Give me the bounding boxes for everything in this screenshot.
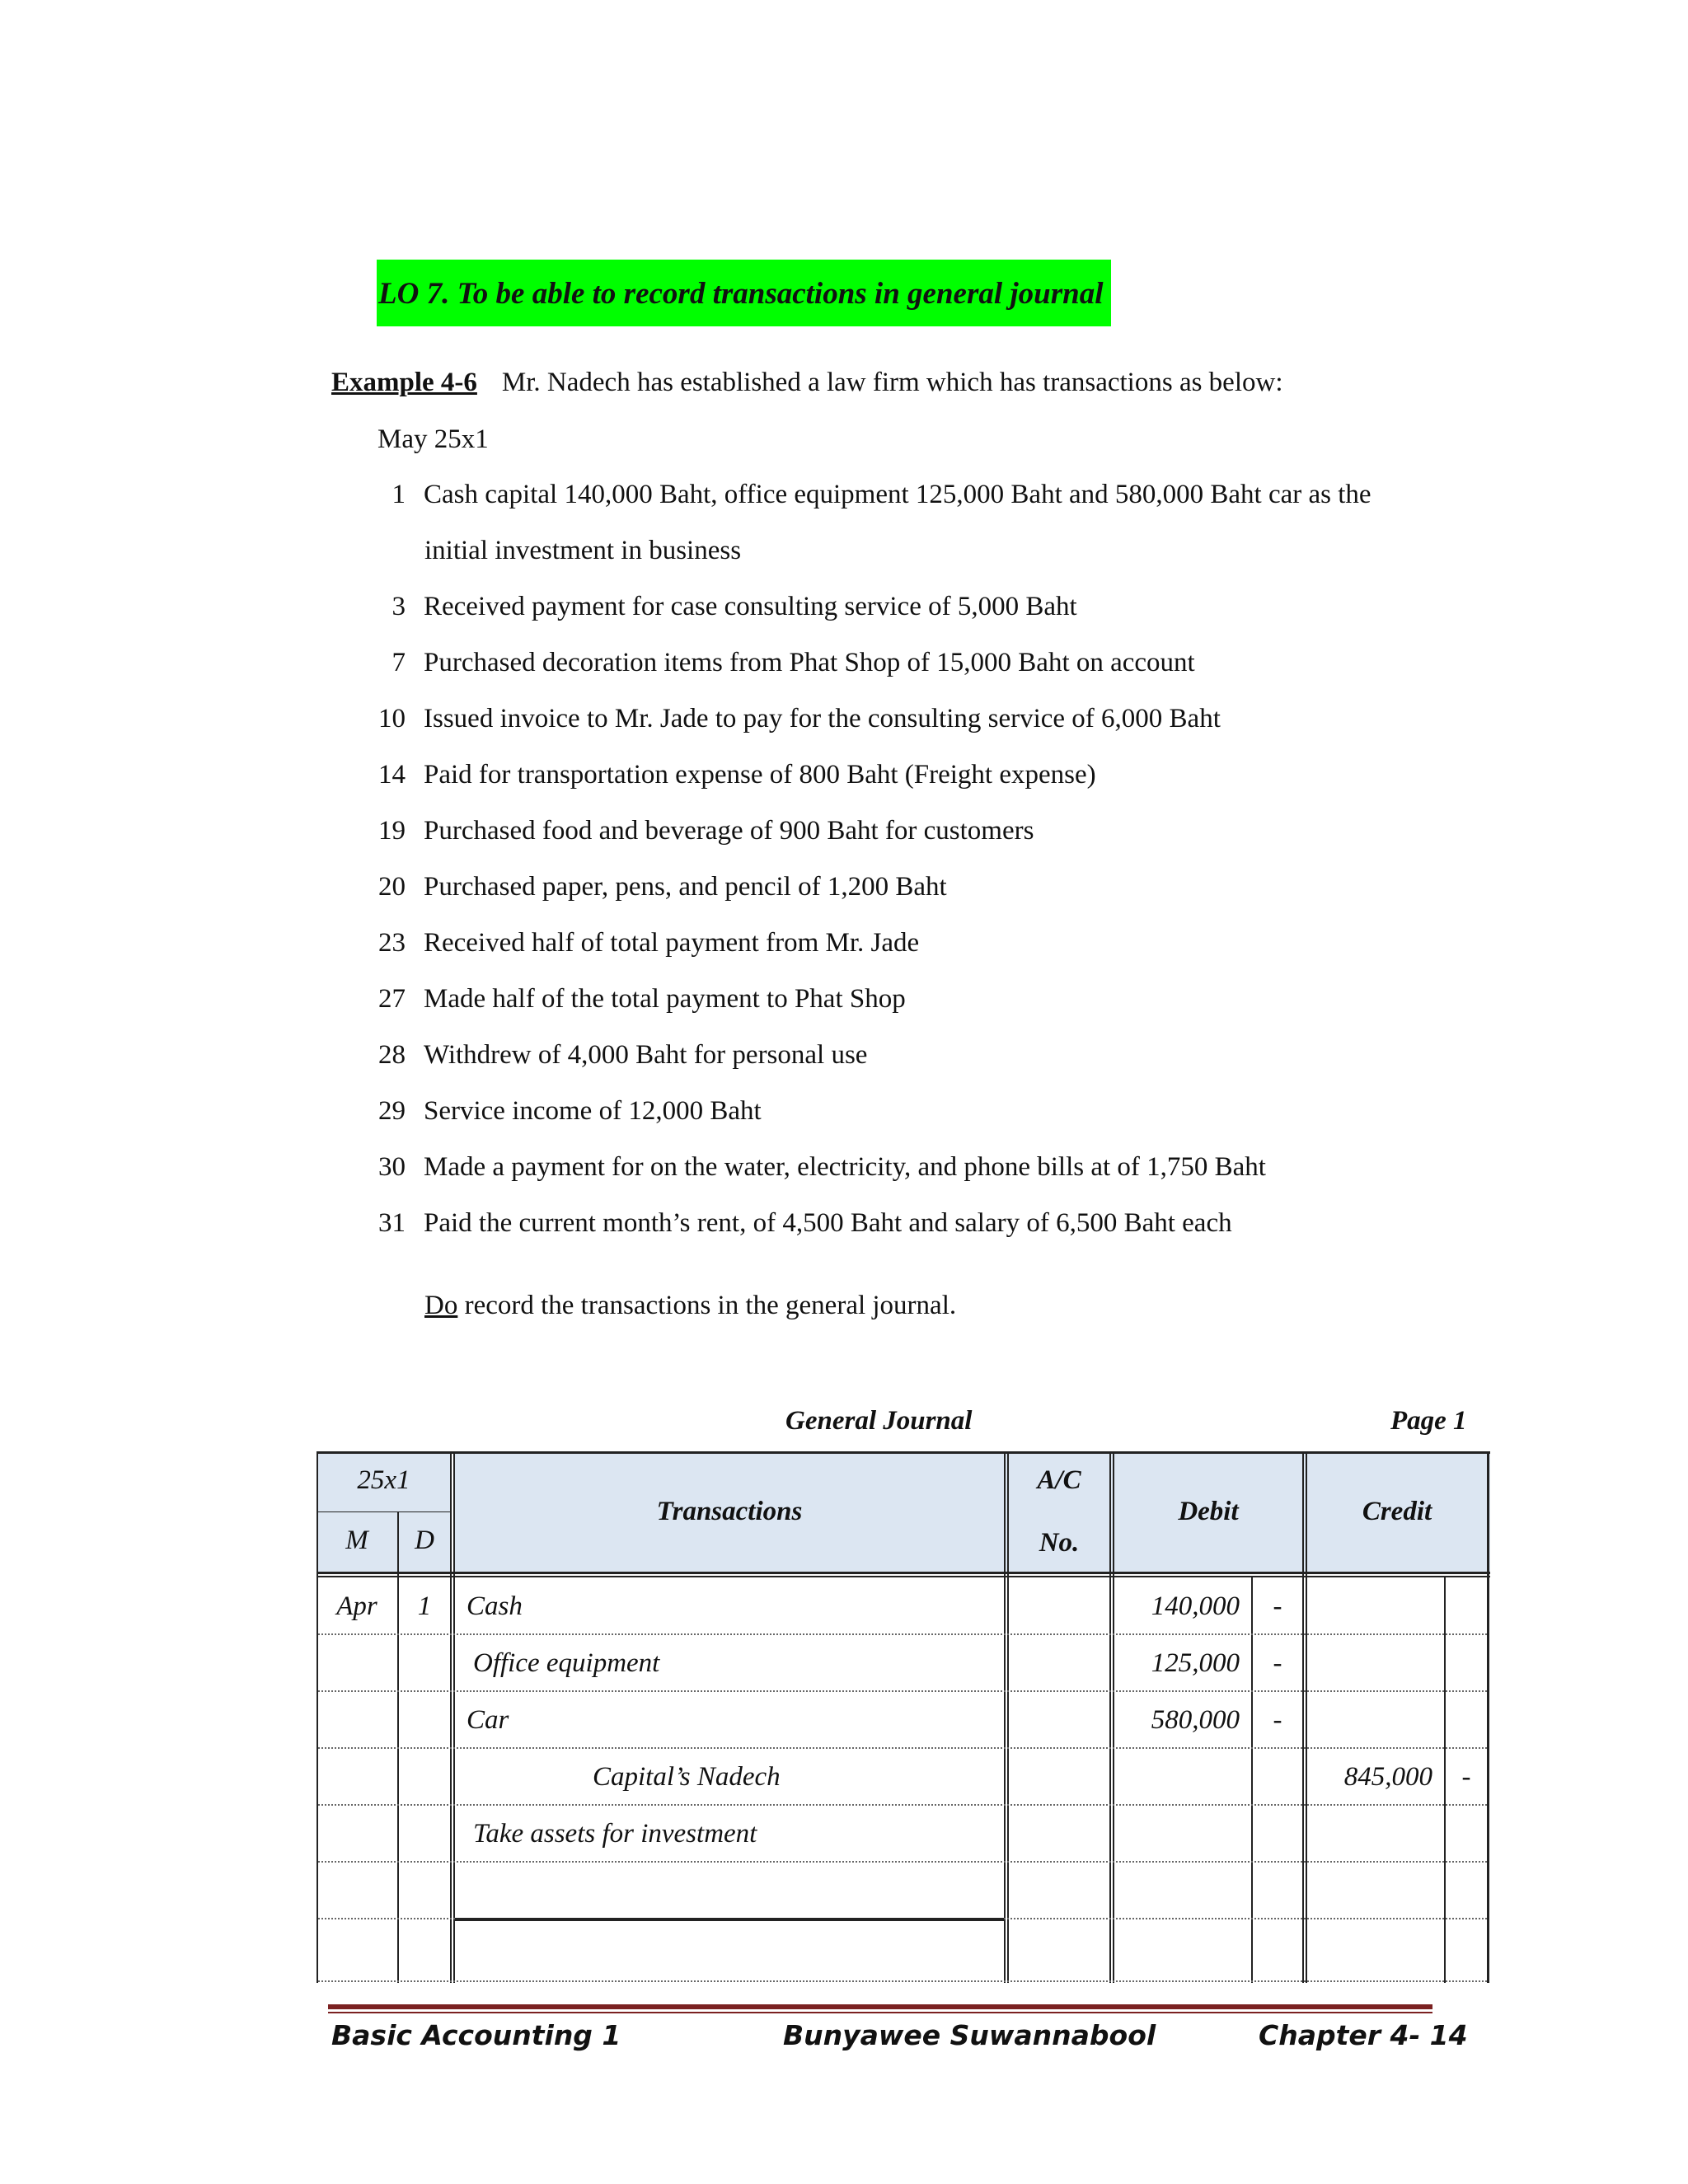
header-day: D	[415, 1526, 434, 1555]
transaction-day: 28	[378, 1040, 406, 1070]
footer-chapter: Chapter 4- 14	[1259, 2019, 1468, 2051]
transaction-day: 29	[378, 1096, 406, 1126]
transaction-item	[371, 480, 1372, 510]
journal-title: General Journal	[785, 1406, 973, 1436]
transaction-item	[371, 928, 919, 958]
journal-row-debit: 580,000	[1151, 1705, 1240, 1735]
transaction-item	[371, 648, 1195, 678]
header-bottom-border-double	[316, 1576, 1490, 1577]
col-border	[1306, 1451, 1307, 1983]
row-separator	[318, 1633, 1487, 1635]
header-transactions: Transactions	[656, 1497, 803, 1526]
transaction-day: 30	[378, 1152, 406, 1182]
col-border	[1251, 1576, 1253, 1983]
transaction-item	[371, 760, 1096, 790]
header-date-divider	[316, 1511, 451, 1512]
transaction-day: 20	[378, 872, 406, 902]
row-separator	[318, 1980, 1487, 1982]
transaction-item	[371, 816, 1034, 846]
journal-row-debit-decimal: -	[1273, 1648, 1282, 1678]
row-separator	[318, 1861, 1487, 1863]
journal-row-credit-decimal: -	[1461, 1762, 1471, 1792]
transaction-item	[371, 872, 947, 902]
transaction-item	[371, 592, 1077, 622]
lo-heading: LO 7. To be able to record transactions in general journal	[378, 277, 1104, 311]
journal-row-day: 1	[417, 1591, 432, 1621]
transaction-text: Purchased paper, pens, and pencil of 1,200 Baht	[424, 872, 947, 902]
period-label: May 25x1	[377, 424, 489, 454]
col-border	[453, 1451, 455, 1983]
header-month: M	[345, 1526, 368, 1555]
header-ac: A/C	[1037, 1465, 1081, 1495]
transaction-day: 23	[378, 928, 406, 958]
instruction-line	[424, 1291, 956, 1321]
journal-row-debit-decimal: -	[1273, 1705, 1282, 1735]
transaction-day: 1	[392, 480, 406, 509]
lo-heading-highlight	[377, 260, 1111, 326]
col-border	[450, 1451, 452, 1983]
col-border	[1109, 1451, 1111, 1983]
transaction-day: 7	[392, 648, 406, 677]
transaction-day: 31	[378, 1208, 406, 1238]
header-year: 25x1	[357, 1465, 410, 1495]
transaction-item	[371, 1152, 1266, 1183]
journal-row-account: Car	[467, 1705, 509, 1735]
footer-author: Bunyawee Suwannabool	[783, 2019, 1156, 2051]
example-label: Example 4-6	[331, 368, 477, 397]
journal-row-account: Capital’s Nadech	[593, 1762, 781, 1792]
transaction-text: Received half of total payment from Mr. Jade	[424, 928, 920, 958]
journal-row-credit: 845,000	[1343, 1762, 1432, 1792]
transaction-text: Paid for transportation expense of 800 Baht (Freight expense)	[424, 760, 1096, 790]
journal-row-debit-decimal: -	[1273, 1591, 1282, 1621]
transaction-item	[371, 1096, 762, 1127]
transaction-day: 27	[378, 984, 406, 1014]
journal-row-explanation: Take assets for investment	[473, 1819, 757, 1849]
transaction-item	[371, 984, 906, 1015]
transaction-text: Made half of the total payment to Phat Shop	[424, 984, 906, 1014]
transaction-item	[371, 1040, 867, 1071]
row-separator	[318, 1747, 1487, 1749]
transaction-day: 3	[392, 592, 406, 621]
table-top-border	[316, 1451, 1490, 1454]
instruction-do: Do	[424, 1291, 458, 1320]
transaction-text: Received payment for case consulting service of 5,000 Baht	[424, 592, 1077, 621]
header-bottom-border	[316, 1572, 1490, 1574]
journal-row-debit: 140,000	[1151, 1591, 1240, 1621]
closing-rule	[455, 1918, 1004, 1921]
header-credit: Credit	[1362, 1497, 1432, 1526]
transaction-item	[371, 1208, 1232, 1239]
header-debit: Debit	[1178, 1497, 1239, 1526]
transaction-item	[424, 536, 741, 566]
transaction-day: 19	[378, 816, 406, 846]
journal-row-debit: 125,000	[1151, 1648, 1240, 1678]
col-border	[1302, 1451, 1304, 1983]
footer-rule	[328, 2004, 1432, 2009]
footer-course: Basic Accounting 1	[331, 2019, 621, 2051]
journal-row-account: Cash	[467, 1591, 523, 1621]
example-line	[331, 368, 1283, 398]
row-separator	[318, 1690, 1487, 1692]
general-journal-table	[316, 1451, 1490, 1983]
col-border	[1004, 1451, 1006, 1983]
footer-rule-thin	[328, 2012, 1432, 2013]
transaction-day: 14	[378, 760, 406, 790]
transaction-text: Service income of 12,000 Baht	[424, 1096, 762, 1126]
transaction-text: Paid the current month’s rent, of 4,500 Baht and salary of 6,500 Baht each	[424, 1208, 1232, 1238]
header-no: No.	[1039, 1528, 1080, 1558]
journal-row-account: Office equipment	[473, 1648, 660, 1678]
col-border	[1487, 1451, 1489, 1983]
example-text: Mr. Nadech has established a law firm which has transactions as below:	[501, 368, 1283, 397]
transaction-text: Made a payment for on the water, electricity, and phone bills at of 1,750 Baht	[424, 1152, 1266, 1182]
instruction-text: record the transactions in the general journal.	[457, 1291, 957, 1320]
transaction-text: Issued invoice to Mr. Jade to pay for the consulting service of 6,000 Baht	[424, 704, 1221, 733]
transaction-text: Cash capital 140,000 Baht, office equipment 125,000 Baht and 580,000 Baht car as the	[424, 480, 1372, 509]
transaction-text: Purchased food and beverage of 900 Baht for customers	[424, 816, 1034, 846]
transaction-item	[371, 704, 1221, 734]
transaction-text: Purchased decoration items from Phat Shop of 15,000 Baht on account	[424, 648, 1195, 677]
transaction-text: Withdrew of 4,000 Baht for personal use	[424, 1040, 868, 1070]
journal-row-month: Apr	[336, 1591, 377, 1621]
transaction-day: 10	[378, 704, 406, 733]
row-separator	[318, 1804, 1487, 1806]
transaction-text: initial investment in business	[424, 536, 742, 565]
journal-page-number: Page 1	[1390, 1406, 1467, 1436]
